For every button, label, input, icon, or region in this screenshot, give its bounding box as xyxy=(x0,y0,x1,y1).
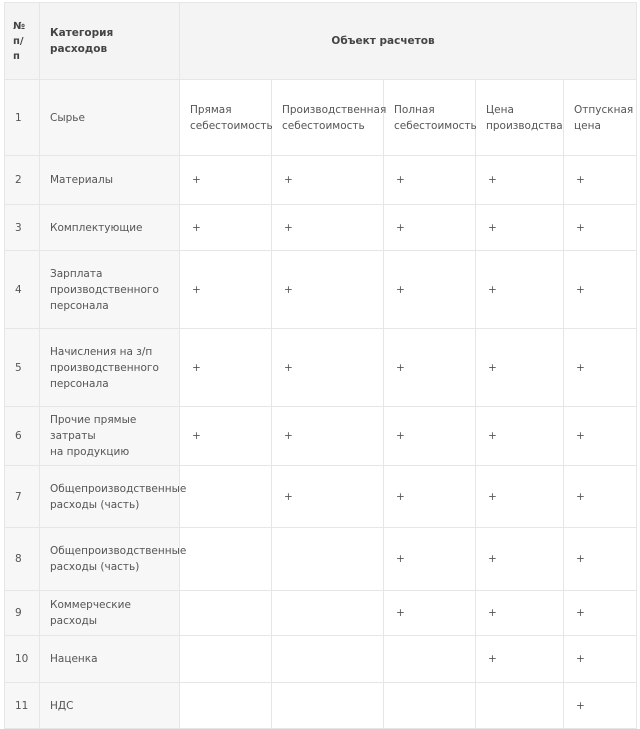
row-number: 11 xyxy=(5,683,40,729)
object-label-line: Производственная xyxy=(282,103,387,116)
table-row xyxy=(5,80,637,156)
inclusion-mark xyxy=(476,683,564,729)
plus-mark: + xyxy=(192,361,201,374)
row-category xyxy=(40,591,180,636)
row-category xyxy=(40,528,187,591)
table-row xyxy=(5,251,637,329)
plus-mark: + xyxy=(192,174,201,186)
object-label-line: себестоимость xyxy=(394,119,477,132)
inclusion-mark xyxy=(180,329,272,407)
table-row xyxy=(5,205,637,251)
plus-mark: + xyxy=(396,283,405,296)
inclusion-mark xyxy=(384,683,476,729)
plus-mark: + xyxy=(396,221,405,234)
inclusion-mark xyxy=(476,251,564,329)
plus-mark: + xyxy=(488,283,497,296)
plus-mark: + xyxy=(284,174,293,186)
plus-mark: + xyxy=(576,490,585,503)
object-label-line: Цена xyxy=(486,103,514,116)
category-line: на продукцию xyxy=(50,446,130,458)
category-line: Комплектующие xyxy=(50,221,143,234)
plus-mark: + xyxy=(192,283,201,296)
inclusion-mark xyxy=(564,407,637,466)
inclusion-mark xyxy=(180,683,272,729)
plus-mark: + xyxy=(576,430,585,442)
plus-mark: + xyxy=(576,174,585,186)
plus-mark: + xyxy=(488,490,497,503)
row-number: 3 xyxy=(5,205,40,251)
row-category xyxy=(40,156,180,205)
object-label-line: производства xyxy=(486,119,563,132)
category-line: Прочие прямые затраты xyxy=(50,414,137,442)
table-row xyxy=(5,528,637,591)
header-number-line: п/ xyxy=(13,35,24,47)
inclusion-mark xyxy=(180,251,272,329)
object-column-label xyxy=(180,80,272,156)
plus-mark: + xyxy=(396,607,405,619)
plus-mark: + xyxy=(488,174,497,186)
header-number xyxy=(5,3,40,80)
header-category: Категория расходов xyxy=(40,3,180,80)
row-category xyxy=(40,407,180,466)
object-label-line: цена xyxy=(574,119,601,132)
plus-mark: + xyxy=(284,283,293,296)
object-label-line: себестоимость xyxy=(190,119,273,132)
category-line: персонала xyxy=(50,377,109,390)
inclusion-mark xyxy=(272,591,384,636)
inclusion-mark xyxy=(384,156,476,205)
plus-mark: + xyxy=(192,221,201,234)
inclusion-mark xyxy=(180,636,272,683)
plus-mark: + xyxy=(576,553,585,565)
header-object: Объект расчетов xyxy=(180,3,637,80)
inclusion-mark xyxy=(272,466,384,528)
plus-mark: + xyxy=(284,221,293,234)
inclusion-mark xyxy=(564,156,637,205)
inclusion-mark xyxy=(564,636,637,683)
category-line: Общепроизводственные xyxy=(50,482,187,495)
inclusion-mark xyxy=(272,329,384,407)
object-label-line: Прямая xyxy=(190,103,232,116)
plus-mark: + xyxy=(488,607,497,619)
inclusion-mark xyxy=(272,251,384,329)
inclusion-mark xyxy=(476,407,564,466)
plus-mark: + xyxy=(576,699,585,712)
category-line: Общепроизводственные xyxy=(50,545,187,557)
category-line: Зарплата xyxy=(50,267,103,280)
category-line: Наценка xyxy=(50,653,98,665)
inclusion-mark xyxy=(272,683,384,729)
row-number: 7 xyxy=(5,466,40,528)
plus-mark: + xyxy=(576,653,585,665)
table-row xyxy=(5,329,637,407)
table-row xyxy=(5,636,637,683)
plus-mark: + xyxy=(396,553,405,565)
plus-mark: + xyxy=(396,174,405,186)
header-number-line: п xyxy=(13,50,20,62)
plus-mark: + xyxy=(488,653,497,665)
row-number: 6 xyxy=(5,407,40,466)
inclusion-mark xyxy=(180,407,272,466)
inclusion-mark xyxy=(564,251,637,329)
object-label-line: Полная xyxy=(394,103,435,116)
row-category xyxy=(40,329,180,407)
plus-mark: + xyxy=(284,490,293,503)
row-category xyxy=(40,466,187,528)
row-category xyxy=(40,205,180,251)
inclusion-mark xyxy=(384,636,476,683)
plus-mark: + xyxy=(576,283,585,296)
inclusion-mark xyxy=(272,407,384,466)
object-column-label xyxy=(384,80,476,156)
table-row xyxy=(5,683,637,729)
category-line: НДС xyxy=(50,699,74,712)
table-row xyxy=(5,591,637,636)
inclusion-mark xyxy=(272,528,384,591)
plus-mark: + xyxy=(576,221,585,234)
inclusion-mark xyxy=(564,591,637,636)
row-category xyxy=(40,636,180,683)
inclusion-mark xyxy=(384,407,476,466)
table-row xyxy=(5,466,637,528)
category-line: производственного xyxy=(50,283,159,296)
inclusion-mark xyxy=(384,329,476,407)
row-category xyxy=(40,251,180,329)
inclusion-mark xyxy=(476,156,564,205)
object-column-label xyxy=(476,80,564,156)
plus-mark: + xyxy=(192,430,201,442)
row-category xyxy=(40,80,180,156)
inclusion-mark xyxy=(180,156,272,205)
row-number: 9 xyxy=(5,591,40,636)
inclusion-mark xyxy=(384,466,476,528)
plus-mark: + xyxy=(488,430,497,442)
category-line: производственного xyxy=(50,361,159,374)
inclusion-mark xyxy=(384,591,476,636)
inclusion-mark xyxy=(476,205,564,251)
inclusion-mark xyxy=(476,466,564,528)
category-line: расходы (часть) xyxy=(50,498,140,511)
category-line: Коммерческие расходы xyxy=(50,599,131,627)
plus-mark: + xyxy=(396,430,405,442)
plus-mark: + xyxy=(488,361,497,374)
inclusion-mark xyxy=(180,591,272,636)
row-number: 5 xyxy=(5,329,40,407)
object-column-label xyxy=(564,80,637,156)
category-line: расходы (часть) xyxy=(50,561,140,573)
category-line: Сырье xyxy=(50,111,85,124)
object-label-line: Отпускная xyxy=(574,103,634,116)
plus-mark: + xyxy=(488,221,497,234)
inclusion-mark xyxy=(272,205,384,251)
row-number: 8 xyxy=(5,528,40,591)
inclusion-mark xyxy=(384,528,476,591)
inclusion-mark xyxy=(272,636,384,683)
row-number: 10 xyxy=(5,636,40,683)
inclusion-mark xyxy=(180,528,272,591)
inclusion-mark xyxy=(476,528,564,591)
object-column-label xyxy=(272,80,387,156)
row-number: 4 xyxy=(5,251,40,329)
plus-mark: + xyxy=(284,361,293,374)
inclusion-mark xyxy=(180,205,272,251)
plus-mark: + xyxy=(576,361,585,374)
category-line: персонала xyxy=(50,299,109,312)
inclusion-mark xyxy=(564,329,637,407)
inclusion-mark xyxy=(476,636,564,683)
plus-mark: + xyxy=(396,361,405,374)
inclusion-mark xyxy=(476,329,564,407)
plus-mark: + xyxy=(576,607,585,619)
row-number: 1 xyxy=(5,80,40,156)
inclusion-mark xyxy=(564,683,637,729)
inclusion-mark xyxy=(180,466,272,528)
table-header-row xyxy=(5,3,637,80)
plus-mark: + xyxy=(284,430,293,442)
inclusion-mark xyxy=(564,466,637,528)
category-line: Материалы xyxy=(50,174,113,186)
header-number-line: № xyxy=(13,20,26,32)
plus-mark: + xyxy=(396,490,405,503)
inclusion-mark xyxy=(384,205,476,251)
row-number: 2 xyxy=(5,156,40,205)
plus-mark: + xyxy=(488,553,497,565)
table-row xyxy=(5,156,637,205)
object-label-line: себестоимость xyxy=(282,119,365,132)
inclusion-mark xyxy=(564,205,637,251)
category-line: Начисления на з/п xyxy=(50,345,153,358)
table-row xyxy=(5,407,637,466)
inclusion-mark xyxy=(564,528,637,591)
cost-table xyxy=(4,2,637,729)
row-category xyxy=(40,683,180,729)
inclusion-mark xyxy=(384,251,476,329)
inclusion-mark xyxy=(272,156,384,205)
inclusion-mark xyxy=(476,591,564,636)
